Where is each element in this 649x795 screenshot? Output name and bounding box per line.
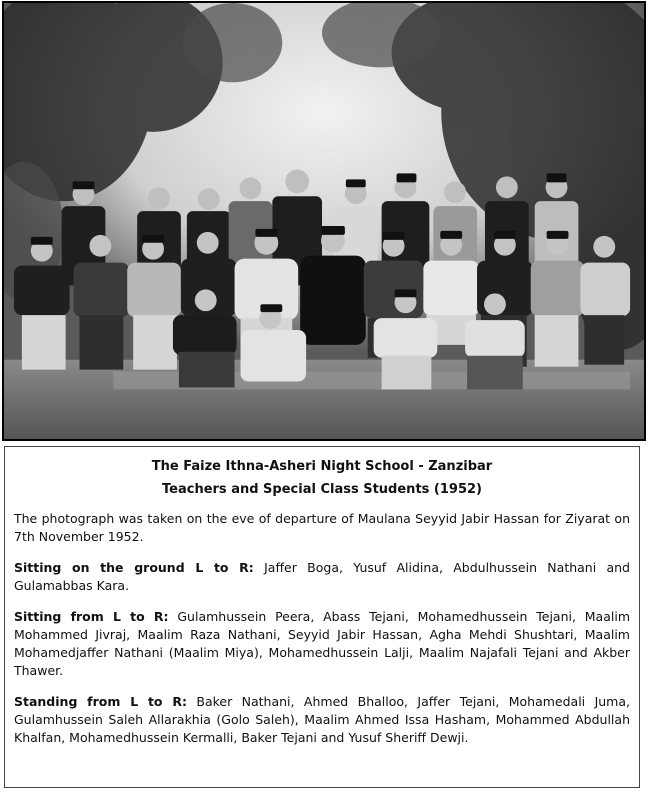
ground-row-names: Jaffer Boga, Yusuf Alidina, Abdulhussein Nathani and Gulamabbas Kara. bbox=[14, 560, 630, 593]
caption-intro: The photograph was taken on the eve of departure of Maulana Seyyid Jabir Hassan for Ziyarat on 7th November 1952. bbox=[14, 511, 630, 544]
standing-row-caption bbox=[14, 693, 630, 747]
sitting-row-label: Sitting from L to R: bbox=[14, 609, 169, 624]
photo-illustration bbox=[4, 3, 644, 439]
standing-row-label: Standing from L to R: bbox=[14, 694, 187, 709]
sitting-row-names: Gulamhussein Peera, Abass Tejani, Mohamedhussein Tejani, Maalim Mohammed Jivraj, Maalim Raza Nathani, Seyyid Jabir Hassan, Agha Mehdi Shushtari, Maalim Mohamedjaffer Nathani (Maalim Miya), Mohamedhussein Lalji, Maalim Najafali Tejani and Akber Thawer. bbox=[14, 609, 630, 678]
standing-row-names: Baker Nathani, Ahmed Bhalloo, Jaffer Tejani, Mohamedali Juma, Gulamhussein Saleh Allarakhia (Golo Saleh), Maalim Ahmed Issa Hasham, Mohammed Abdullah Khalfan, Mohamedhussein Kermalli, Baker Tejani and Yusuf Sheriff Dewji. bbox=[14, 694, 630, 745]
ground-row-caption bbox=[14, 559, 630, 595]
ground-row-label: Sitting on the ground L to R: bbox=[14, 560, 254, 575]
caption-box bbox=[4, 446, 640, 788]
sitting-row-caption bbox=[14, 608, 630, 680]
caption-title-line1: The Faize Ithna-Asheri Night School - Zanzibar bbox=[151, 459, 493, 474]
group-photograph bbox=[2, 1, 646, 441]
caption-title-line2: Teachers and Special Class Students (1952) bbox=[162, 482, 482, 497]
